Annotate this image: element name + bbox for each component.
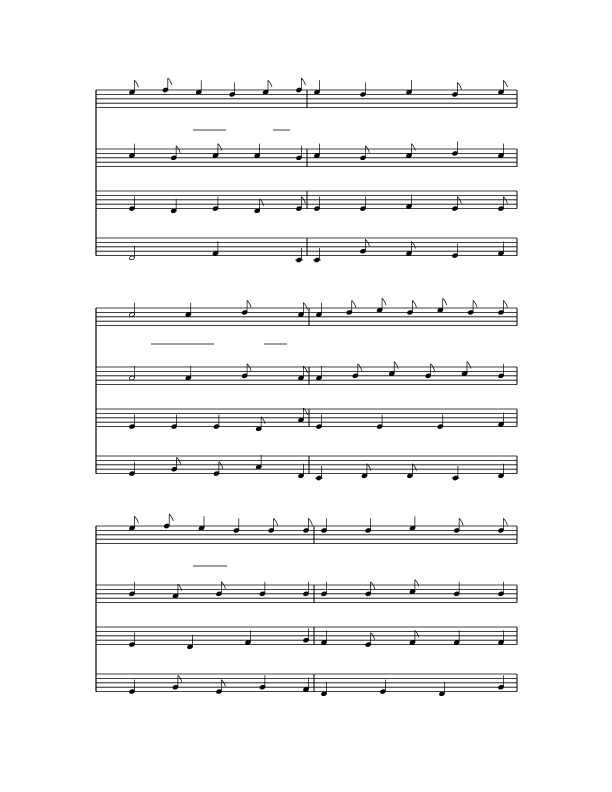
- note-flag: [503, 80, 507, 87]
- note-flag: [473, 300, 477, 307]
- note-flag: [169, 514, 173, 521]
- note-flag: [503, 518, 507, 525]
- note-flag: [168, 78, 172, 85]
- note-flag: [352, 300, 356, 307]
- note-flag: [412, 300, 416, 307]
- note-flag: [457, 82, 461, 89]
- note-flag: [308, 518, 312, 525]
- note-flag: [134, 516, 138, 523]
- note-flag: [459, 518, 463, 525]
- note-flag: [218, 144, 222, 151]
- note-flag: [415, 580, 419, 587]
- note-flag: [274, 518, 278, 525]
- note-flag: [467, 362, 471, 369]
- note-flag: [382, 298, 386, 305]
- note-flag: [411, 144, 415, 151]
- note-flag: [443, 298, 447, 305]
- note-flag: [247, 300, 251, 307]
- note-flag: [303, 303, 307, 310]
- note-flag: [134, 80, 138, 87]
- note-flag: [268, 80, 272, 87]
- note-flag: [503, 300, 507, 307]
- note-flag: [394, 362, 398, 369]
- note-flag: [301, 78, 305, 85]
